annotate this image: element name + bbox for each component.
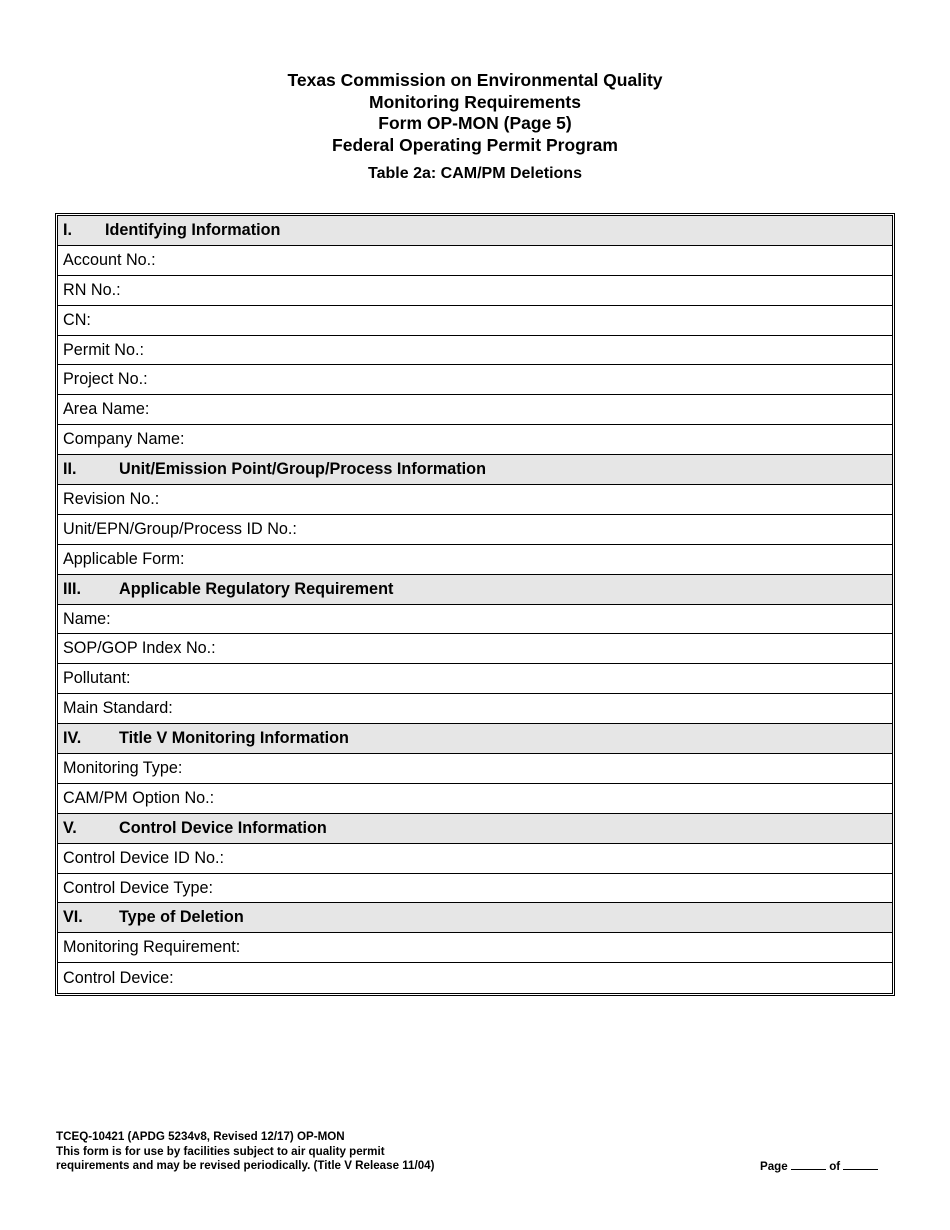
section-number: IV. <box>63 729 82 748</box>
field-label: Name: <box>63 609 111 628</box>
footer-note-2: requirements and may be revised periodically. (Title V Release 11/04) <box>56 1159 435 1172</box>
table-title: Table 2a: CAM/PM Deletions <box>368 165 582 182</box>
field-label: Company Name: <box>63 430 185 449</box>
form-field-row[interactable] <box>58 485 892 515</box>
section-number: V. <box>63 818 77 837</box>
section-header <box>58 455 892 485</box>
field-label: RN No.: <box>63 280 121 299</box>
field-label: Pollutant: <box>63 669 131 688</box>
field-label: Applicable Form: <box>63 549 185 568</box>
form-field-row[interactable] <box>58 365 892 395</box>
form-field-row[interactable] <box>58 515 892 545</box>
field-label: Permit No.: <box>63 340 144 359</box>
page-number-field[interactable] <box>791 1159 826 1170</box>
section-header <box>58 814 892 844</box>
form-table <box>55 213 895 996</box>
section-title: Control Device Information <box>119 818 327 837</box>
field-label: Monitoring Type: <box>63 758 183 777</box>
field-label: Monitoring Requirement: <box>63 938 241 957</box>
page-counter <box>760 1159 878 1175</box>
section-title: Applicable Regulatory Requirement <box>119 579 394 598</box>
field-label: Unit/EPN/Group/Process ID No.: <box>63 519 297 538</box>
field-label: Main Standard: <box>63 699 173 718</box>
form-field-row[interactable] <box>58 694 892 724</box>
agency-name: Texas Commission on Environmental Quality <box>287 70 663 90</box>
section-title: Unit/Emission Point/Group/Process Information <box>119 460 486 479</box>
section-header <box>58 903 892 933</box>
form-id: TCEQ-10421 (APDG 5234v8, Revised 12/17) OP-MON <box>56 1130 345 1143</box>
form-field-row[interactable] <box>58 963 892 993</box>
field-label: Control Device Type: <box>63 878 213 897</box>
section-title: Type of Deletion <box>119 908 244 927</box>
section-title: Identifying Information <box>105 220 281 239</box>
page-total-field[interactable] <box>843 1159 878 1170</box>
form-field-row[interactable] <box>58 754 892 784</box>
field-label: Revision No.: <box>63 489 160 508</box>
form-field-row[interactable] <box>58 306 892 336</box>
footer-note-1: This form is for use by facilities subject to air quality permit <box>56 1144 385 1158</box>
form-field-row[interactable] <box>58 605 892 635</box>
form-header <box>0 70 950 184</box>
section-header <box>58 216 892 246</box>
section-number: I. <box>63 220 72 239</box>
form-number: Form OP-MON (Page 5) <box>378 113 572 133</box>
form-field-row[interactable] <box>58 276 892 306</box>
of-label: of <box>829 1160 841 1173</box>
field-label: Area Name: <box>63 400 150 419</box>
page-label: Page <box>760 1160 788 1173</box>
field-label: CN: <box>63 310 91 329</box>
section-number: II. <box>63 460 77 479</box>
form-field-row[interactable] <box>58 664 892 694</box>
program-name: Federal Operating Permit Program <box>332 134 618 155</box>
form-field-row[interactable] <box>58 545 892 575</box>
section-title: Title V Monitoring Information <box>119 729 349 748</box>
section-header <box>58 724 892 754</box>
form-field-row[interactable] <box>58 425 892 455</box>
field-label: Project No.: <box>63 370 148 389</box>
form-footer <box>56 1130 434 1174</box>
form-field-row[interactable] <box>58 784 892 814</box>
section-number: III. <box>63 579 81 598</box>
field-label: Control Device: <box>63 968 174 987</box>
form-field-row[interactable] <box>58 933 892 963</box>
form-title: Monitoring Requirements <box>369 91 581 112</box>
form-field-row[interactable] <box>58 246 892 276</box>
field-label: SOP/GOP Index No.: <box>63 639 216 658</box>
section-number: VI. <box>63 908 83 927</box>
form-field-row[interactable] <box>58 395 892 425</box>
form-field-row[interactable] <box>58 844 892 874</box>
form-field-row[interactable] <box>58 336 892 366</box>
section-header <box>58 575 892 605</box>
form-field-row[interactable] <box>58 634 892 664</box>
field-label: CAM/PM Option No.: <box>63 788 215 807</box>
field-label: Control Device ID No.: <box>63 848 225 867</box>
form-field-row[interactable] <box>58 874 892 904</box>
field-label: Account No.: <box>63 250 156 269</box>
